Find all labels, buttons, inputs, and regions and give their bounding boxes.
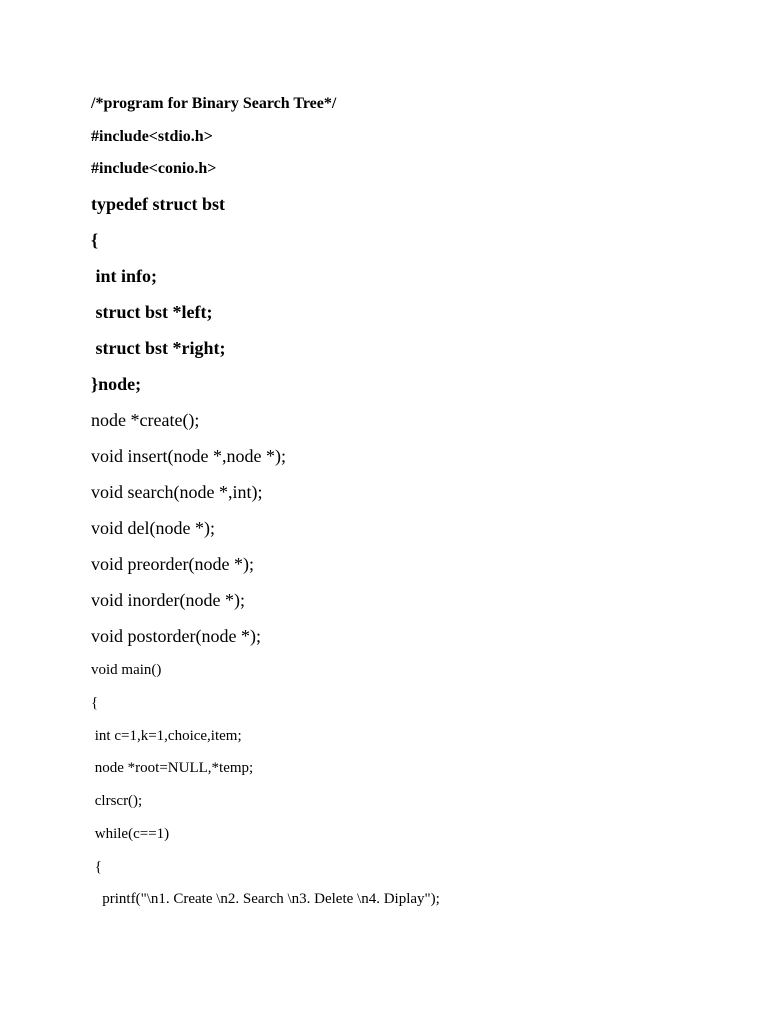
code-line: node *create(); (91, 410, 200, 430)
code-line: void main() (91, 662, 162, 678)
code-line: { (91, 859, 102, 875)
code-line: #include<stdio.h> (91, 128, 213, 145)
code-line: int c=1,k=1,choice,item; (91, 728, 242, 744)
code-line: void insert(node *,node *); (91, 446, 286, 466)
code-line: printf("\n1. Create \n2. Search \n3. Delete \n4. Diplay"); (91, 891, 440, 907)
code-line: void search(node *,int); (91, 482, 263, 502)
code-line: struct bst *right; (91, 338, 226, 358)
code-line: void inorder(node *); (91, 590, 245, 610)
code-line: int info; (91, 266, 158, 286)
code-line: #include<conio.h> (91, 160, 217, 177)
code-line: void preorder(node *); (91, 554, 254, 574)
code-line: /*program for Binary Search Tree*/ (91, 95, 337, 112)
code-line: }node; (91, 374, 142, 394)
code-line: { (91, 230, 99, 250)
code-line: { (91, 695, 99, 711)
code-line: typedef struct bst (91, 194, 225, 214)
code-line: node *root=NULL,*temp; (91, 760, 254, 776)
code-line: struct bst *left; (91, 302, 213, 322)
code-line: clrscr(); (91, 793, 143, 809)
code-line: void postorder(node *); (91, 626, 261, 646)
code-line: void del(node *); (91, 518, 215, 538)
code-line: while(c==1) (91, 826, 170, 842)
